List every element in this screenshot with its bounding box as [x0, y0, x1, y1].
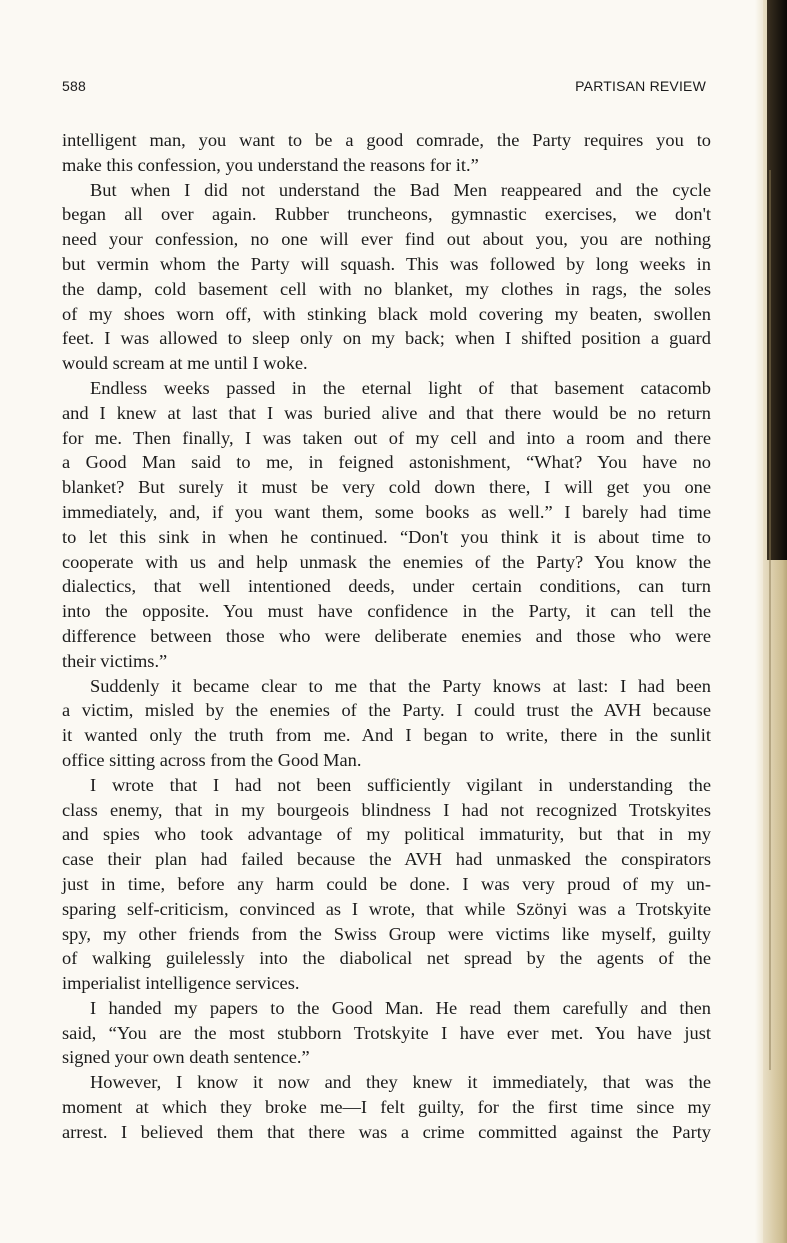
text-line: and spies who took advantage of my political immaturity, but that in my	[62, 824, 711, 845]
text-line: began all over again. Rubber truncheons, gymnastic exercises, we don't	[62, 204, 711, 225]
text-line: Endless weeks passed in the eternal light of that basement catacomb	[90, 377, 711, 398]
text-line: office sitting across from the Good Man.	[62, 749, 362, 770]
text-line: their victims.”	[62, 650, 168, 671]
text-line: the damp, cold basement cell with no blanket, my clothes in rags, the soles	[62, 278, 711, 299]
text-line: into the opposite. You must have confidence in the Party, it can tell the	[62, 601, 711, 622]
text-line: arrest. I believed them that there was a crime committed against the Party	[62, 1121, 711, 1142]
text-line: I handed my papers to the Good Man. He read them carefully and then	[90, 997, 711, 1018]
text-line: would scream at me until I woke.	[62, 353, 308, 374]
text-line: for me. Then finally, I was taken out of my cell and into a room and there	[62, 427, 711, 448]
running-title: PARTISAN REVIEW	[575, 78, 706, 94]
text-line: sparing self-criticism, convinced as I wrote, that while Szönyi was a Trotskyite	[62, 898, 711, 919]
text-line: of walking guilelessly into the diabolical net spread by the agents of the	[62, 948, 711, 969]
text-line: moment at which they broke me—I felt guilty, for the first time since my	[62, 1097, 711, 1118]
text-line: feet. I was allowed to sleep only on my back; when I shifted position a guard	[62, 328, 711, 349]
text-line: class enemy, that in my bourgeois blindness I had not recognized Trotskyites	[62, 799, 711, 820]
text-line: cooperate with us and help unmask the enemies of the Party? You know the	[62, 551, 711, 572]
text-line: of my shoes worn off, with stinking black mold covering my beaten, swollen	[62, 303, 711, 324]
text-line: said, “You are the most stubborn Trotskyite I have ever met. You have just	[62, 1022, 711, 1043]
text-line: and I knew at last that I was buried alive and that there would be no return	[62, 402, 711, 423]
text-line: dialectics, that well intentioned deeds, under certain conditions, can turn	[62, 576, 711, 597]
text-line: difference between those who were deliberate enemies and those who were	[62, 625, 711, 646]
text-line: need your confession, no one will ever find out about you, you are nothing	[62, 229, 711, 250]
text-line: imperialist intelligence services.	[62, 973, 300, 994]
text-line: immediately, and, if you want them, some books as well.” I barely had time	[62, 501, 711, 522]
text-line: signed your own death sentence.”	[62, 1047, 310, 1068]
text-line: a victim, misled by the enemies of the Party. I could trust the AVH because	[62, 700, 711, 721]
text-line: spy, my other friends from the Swiss Group were victims like myself, guilty	[62, 923, 711, 944]
book-page-edge	[755, 0, 787, 1243]
page-edge-line	[769, 170, 771, 1070]
text-line: but vermin whom the Party will squash. This was followed by long weeks in	[62, 253, 711, 274]
text-line: just in time, before any harm could be done. I was very proud of my un-	[62, 873, 711, 894]
text-line: blanket? But surely it must be very cold down there, I will get you one	[62, 477, 711, 498]
text-line: intelligent man, you want to be a good comrade, the Party requires you to	[62, 130, 711, 150]
text-line: I wrote that I had not been sufficiently vigilant in understanding the	[90, 774, 711, 795]
text-line: to let this sink in when he continued. “Don't you think it is about time to	[62, 526, 711, 547]
text-line: But when I did not understand the Bad Men reappeared and the cycle	[90, 179, 711, 200]
text-line: a Good Man said to me, in feigned astonishment, “What? You have no	[62, 452, 711, 473]
page-number: 588	[62, 78, 86, 94]
text-line: make this confession, you understand the reasons for it.”	[62, 154, 479, 175]
body-text	[62, 128, 711, 1145]
text-line: Suddenly it became clear to me that the Party knows at last: I had been	[90, 675, 711, 696]
text-line: it wanted only the truth from me. And I began to write, there in the sunlit	[62, 725, 711, 746]
text-line: However, I know it now and they knew it immediately, that was the	[90, 1072, 711, 1093]
text-line: case their plan had failed because the AVH had unmasked the conspirators	[62, 849, 711, 870]
